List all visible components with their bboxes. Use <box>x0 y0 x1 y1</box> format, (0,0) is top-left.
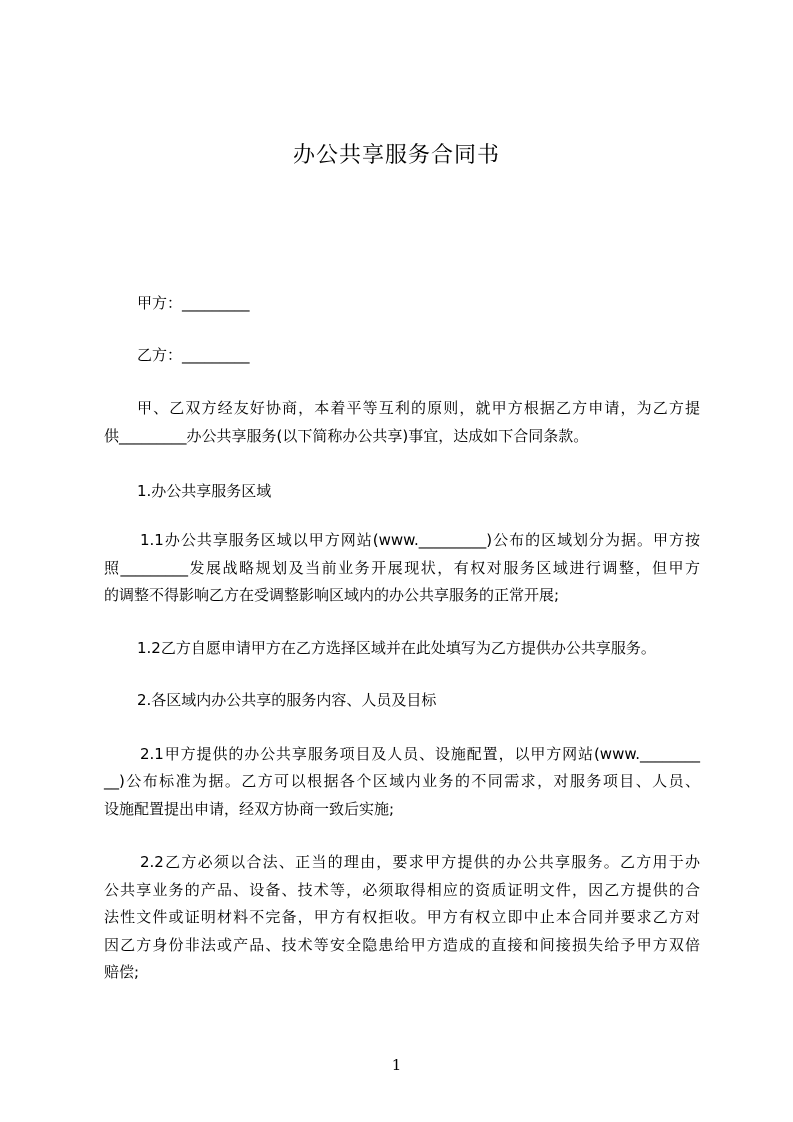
section-2-heading: 2.各区域内办公共享的服务内容、人员及目标 <box>137 691 437 709</box>
party-b-line: 乙方：_________ <box>137 346 250 364</box>
paragraph-line: 2.1甲方提供的办公共享服务项目及人员、设施配置，以甲方网站(www.________ <box>140 745 700 763</box>
paragraph-line: 2.2乙方必须以合法、正当的理由，要求甲方提供的办公共享服务。乙方用于办 <box>140 853 700 871</box>
paragraph-line: 公共享业务的产品、设备、技术等，必须取得相应的资质证明文件，因乙方提供的合 <box>104 881 700 899</box>
clause-1-2: 1.2乙方自愿申请甲方在乙方选择区域并在此处填写为乙方提供办公共享服务。 <box>137 639 656 657</box>
paragraph-line: 1.1办公共享服务区域以甲方网站(www._________)公布的区域划分为据。甲方按 <box>140 531 700 549</box>
party-a-line: 甲方：_________ <box>137 294 250 312</box>
paragraph-line: 照_________发展战略规划及当前业务开展现状，有权对服务区域进行调整，但甲方 <box>104 559 700 577</box>
paragraph-line: 法性文件或证明材料不完备，甲方有权拒收。甲方有权立即中止本合同并要求乙方对 <box>104 908 700 926</box>
paragraph-line: 设施配置提出申请，经双方协商一致后实施; <box>104 800 395 818</box>
paragraph-line: 供_________办公共享服务(以下简称办公共享)事宜，达成如下合同条款。 <box>104 427 589 445</box>
page-number: 1 <box>391 1056 402 1074</box>
paragraph-line: __)公布标准为据。乙方可以根据各个区域内业务的不同需求，对服务项目、人员、 <box>104 772 700 790</box>
paragraph-line: 赔偿; <box>104 963 140 981</box>
paragraph-line: 甲、乙双方经友好协商，本着平等互利的原则，就甲方根据乙方申请，为乙方提 <box>137 399 700 417</box>
paragraph-line: 的调整不得影响乙方在受调整影响区域内的办公共享服务的正常开展; <box>104 586 560 604</box>
paragraph-line: 因乙方身份非法或产品、技术等安全隐患给甲方造成的直接和间接损失给予甲方双倍 <box>104 936 700 954</box>
section-1-heading: 1.办公共享服务区域 <box>137 482 272 500</box>
document-title: 办公共享服务合同书 <box>292 143 500 168</box>
